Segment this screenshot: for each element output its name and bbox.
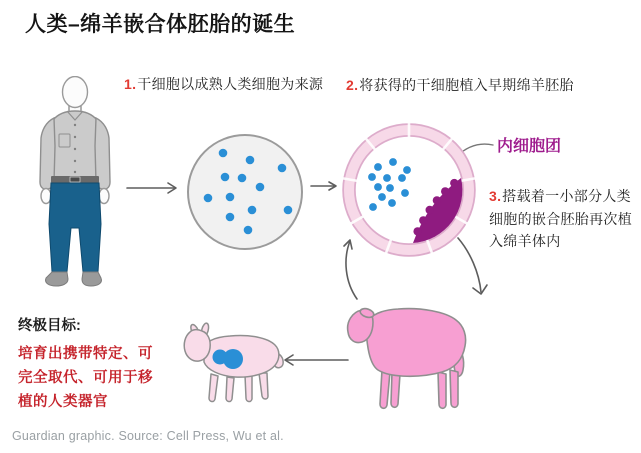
sheep-leg bbox=[380, 370, 390, 408]
lamb-leg bbox=[259, 373, 268, 399]
goal-body: 培育出携带特定、可完全取代、可用于移植的人类器官 bbox=[18, 346, 153, 410]
lamb-leg bbox=[245, 375, 252, 402]
sheep-leg bbox=[391, 372, 400, 407]
sheep-leg bbox=[438, 372, 446, 408]
stem-cell-dish-icon bbox=[185, 132, 305, 252]
step-2-text: 将获得的干细胞植入早期绵羊胚胎 bbox=[359, 77, 574, 93]
arrow-right-icon bbox=[127, 183, 176, 193]
embryo-icon bbox=[339, 120, 479, 260]
step-2-number: 2. bbox=[346, 77, 359, 93]
goal-block bbox=[18, 314, 156, 414]
step-1-text: 干细胞以成熟人类细胞为来源 bbox=[137, 76, 324, 92]
sheep-body bbox=[366, 309, 466, 377]
lamb-leg bbox=[209, 374, 218, 402]
sheep-icon bbox=[346, 300, 486, 418]
lamb-leg bbox=[226, 377, 234, 402]
page-title: 人类–绵羊嵌合体胚胎的诞生 bbox=[25, 13, 296, 36]
lamb-head bbox=[184, 330, 210, 362]
goal-heading: 终极目标: bbox=[18, 318, 81, 334]
step-1-number: 1. bbox=[124, 76, 137, 92]
step-3-number: 3. bbox=[489, 188, 502, 204]
sheep-leg bbox=[450, 370, 458, 407]
inner-cell-mass-label: 内细胞团 bbox=[497, 138, 562, 155]
footer-credit: Guardian graphic. Source: Cell Press, Wu et al. bbox=[12, 429, 284, 443]
step-1-label bbox=[124, 74, 323, 94]
step-3-text: 搭载着一小部分人类细胞的嵌合胚胎再次植入绵羊体内 bbox=[489, 188, 632, 249]
human-figure-icon bbox=[28, 76, 123, 291]
arrow-right-icon bbox=[311, 182, 336, 190]
step-3-label bbox=[489, 185, 639, 253]
step-2-label bbox=[346, 75, 574, 95]
lamb-icon bbox=[180, 320, 310, 420]
